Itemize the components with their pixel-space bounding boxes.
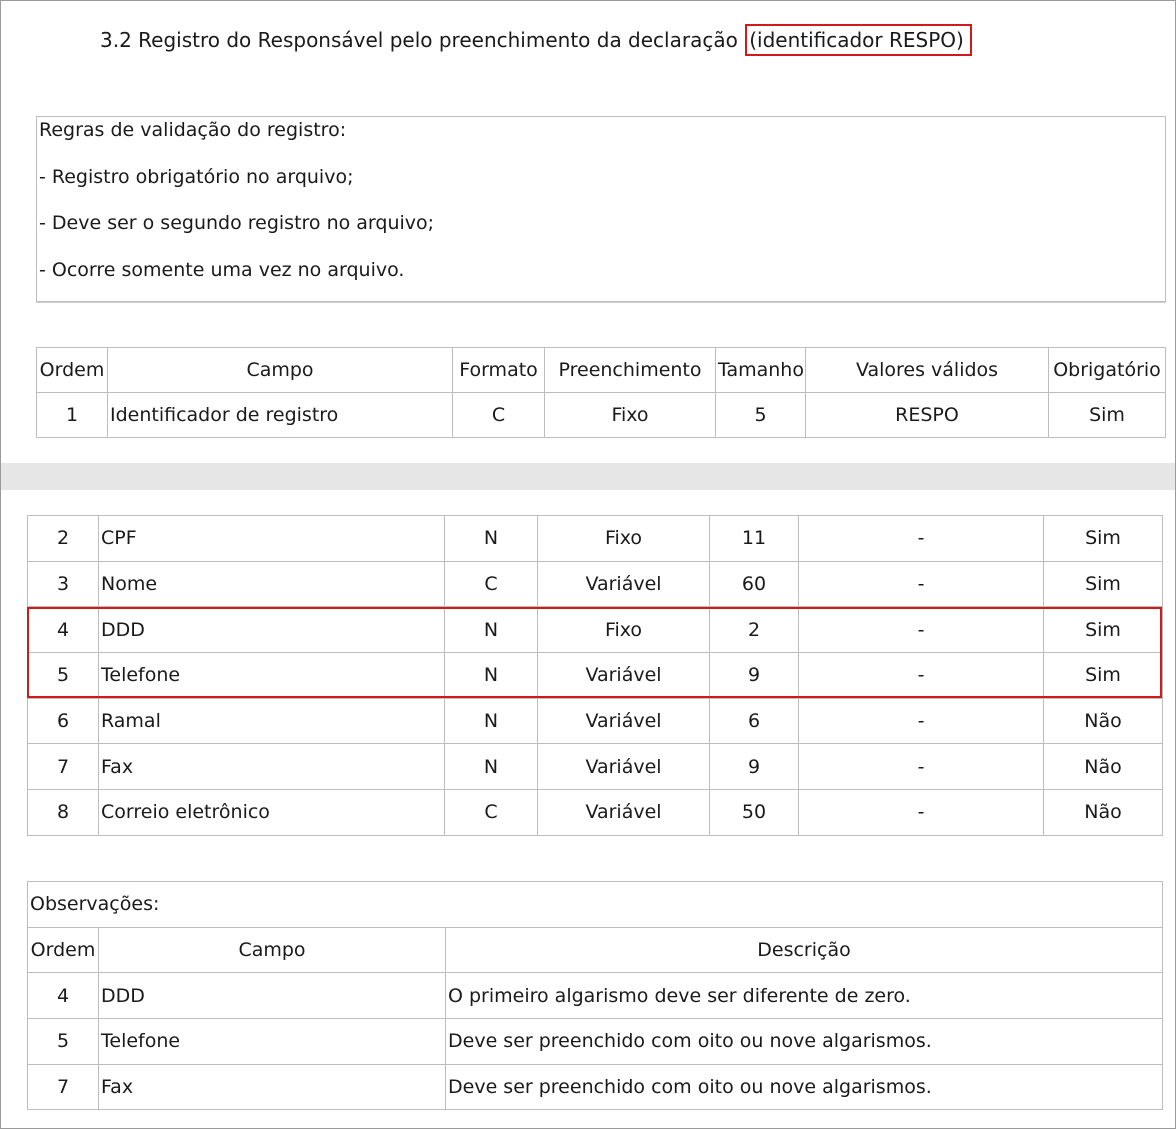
cell-campo: Telefone <box>99 653 445 699</box>
header-campo: Campo <box>108 348 453 393</box>
header-preenchimento: Preenchimento <box>545 348 716 393</box>
cell-obrigatorio: Sim <box>1044 653 1163 699</box>
cell-obrigatorio: Não <box>1044 790 1163 836</box>
cell-valores-validos: - <box>799 790 1044 836</box>
cell-obrigatorio: Não <box>1044 744 1163 790</box>
table-row <box>28 744 1163 790</box>
cell-tamanho: 5 <box>716 393 806 438</box>
cell-tamanho: 9 <box>710 744 799 790</box>
cell-ordem: 1 <box>37 393 108 438</box>
cell-formato: N <box>445 516 538 562</box>
cell-campo: Nome <box>99 561 445 607</box>
cell-formato: N <box>445 653 538 699</box>
cell-ordem: 7 <box>28 744 99 790</box>
section-title-text: 3.2 Registro do Responsável pelo preenchimento da declaração <box>100 28 738 52</box>
cell-valores-validos: - <box>799 516 1044 562</box>
header-obrigatorio: Obrigatório <box>1049 348 1166 393</box>
cell-tamanho: 9 <box>710 653 799 699</box>
cell-ordem: 4 <box>28 973 99 1019</box>
observations-title: Observações: <box>28 882 1163 928</box>
table-row <box>37 393 1166 438</box>
cell-formato: C <box>453 393 545 438</box>
cell-ordem: 5 <box>28 653 99 699</box>
table-row <box>28 561 1163 607</box>
cell-valores-validos: RESPO <box>806 393 1049 438</box>
cell-formato: N <box>445 698 538 744</box>
rule-item: - Ocorre somente uma vez no arquivo. <box>39 259 405 281</box>
table-row <box>28 973 1163 1019</box>
table-row <box>28 790 1163 836</box>
rules-heading: Regras de validação do registro: <box>39 119 347 141</box>
cell-tamanho: 50 <box>710 790 799 836</box>
cell-obrigatorio: Sim <box>1044 607 1163 653</box>
header-ordem: Ordem <box>37 348 108 393</box>
cell-tamanho: 2 <box>710 607 799 653</box>
cell-formato: N <box>445 744 538 790</box>
cell-preenchimento: Variável <box>538 561 710 607</box>
fields-table-continued <box>27 515 1163 836</box>
header-valores-validos: Valores válidos <box>806 348 1049 393</box>
table-row <box>28 1064 1163 1110</box>
cell-campo: Ramal <box>99 698 445 744</box>
cell-campo: Identificador de registro <box>108 393 453 438</box>
cell-descricao: Deve ser preenchido com oito ou nove algarismos. <box>446 1019 1163 1065</box>
cell-ordem: 6 <box>28 698 99 744</box>
observations-table <box>27 881 1163 1110</box>
cell-valores-validos: - <box>799 698 1044 744</box>
cell-ordem: 3 <box>28 561 99 607</box>
cell-preenchimento: Fixo <box>538 607 710 653</box>
cell-valores-validos: - <box>799 561 1044 607</box>
cell-preenchimento: Variável <box>538 744 710 790</box>
table-row <box>28 698 1163 744</box>
cell-tamanho: 11 <box>710 516 799 562</box>
table-row <box>28 516 1163 562</box>
cell-preenchimento: Variável <box>538 653 710 699</box>
cell-descricao: O primeiro algarismo deve ser diferente de zero. <box>446 973 1163 1019</box>
cell-valores-validos: - <box>799 744 1044 790</box>
rule-item: - Deve ser o segundo registro no arquivo; <box>39 212 435 234</box>
cell-campo: Fax <box>99 744 445 790</box>
observations-title-row <box>28 882 1163 928</box>
cell-obrigatorio: Sim <box>1044 561 1163 607</box>
cell-ordem: 7 <box>28 1064 99 1110</box>
table-row <box>28 1019 1163 1065</box>
cell-ordem: 4 <box>28 607 99 653</box>
page-break-band <box>1 463 1175 490</box>
header-campo: Campo <box>99 927 446 973</box>
cell-preenchimento: Variável <box>538 698 710 744</box>
table-row <box>28 653 1163 699</box>
cell-campo: Correio eletrônico <box>99 790 445 836</box>
cell-preenchimento: Fixo <box>538 516 710 562</box>
cell-preenchimento: Fixo <box>545 393 716 438</box>
section-title-highlight: (identificador RESPO) <box>745 24 972 56</box>
cell-formato: C <box>445 790 538 836</box>
cell-valores-validos: - <box>799 607 1044 653</box>
table-row <box>28 607 1163 653</box>
cell-campo: CPF <box>99 516 445 562</box>
cell-descricao: Deve ser preenchido com oito ou nove algarismos. <box>446 1064 1163 1110</box>
header-formato: Formato <box>453 348 545 393</box>
cell-ordem: 2 <box>28 516 99 562</box>
cell-campo: DDD <box>99 973 446 1019</box>
cell-preenchimento: Variável <box>538 790 710 836</box>
cell-campo: DDD <box>99 607 445 653</box>
validation-rules-box <box>36 116 1166 302</box>
cell-ordem: 8 <box>28 790 99 836</box>
cell-campo: Fax <box>99 1064 446 1110</box>
cell-formato: C <box>445 561 538 607</box>
header-tamanho: Tamanho <box>716 348 806 393</box>
cell-ordem: 5 <box>28 1019 99 1065</box>
header-descricao: Descrição <box>446 927 1163 973</box>
cell-valores-validos: - <box>799 653 1044 699</box>
cell-obrigatorio: Sim <box>1049 393 1166 438</box>
cell-formato: N <box>445 607 538 653</box>
table-header-row <box>37 348 1166 393</box>
cell-obrigatorio: Sim <box>1044 516 1163 562</box>
cell-campo: Telefone <box>99 1019 446 1065</box>
cell-tamanho: 60 <box>710 561 799 607</box>
header-ordem: Ordem <box>28 927 99 973</box>
table-header-row <box>28 927 1163 973</box>
section-title <box>100 24 972 56</box>
fields-table-header <box>36 347 1166 438</box>
cell-tamanho: 6 <box>710 698 799 744</box>
rule-item: - Registro obrigatório no arquivo; <box>39 166 354 188</box>
cell-obrigatorio: Não <box>1044 698 1163 744</box>
